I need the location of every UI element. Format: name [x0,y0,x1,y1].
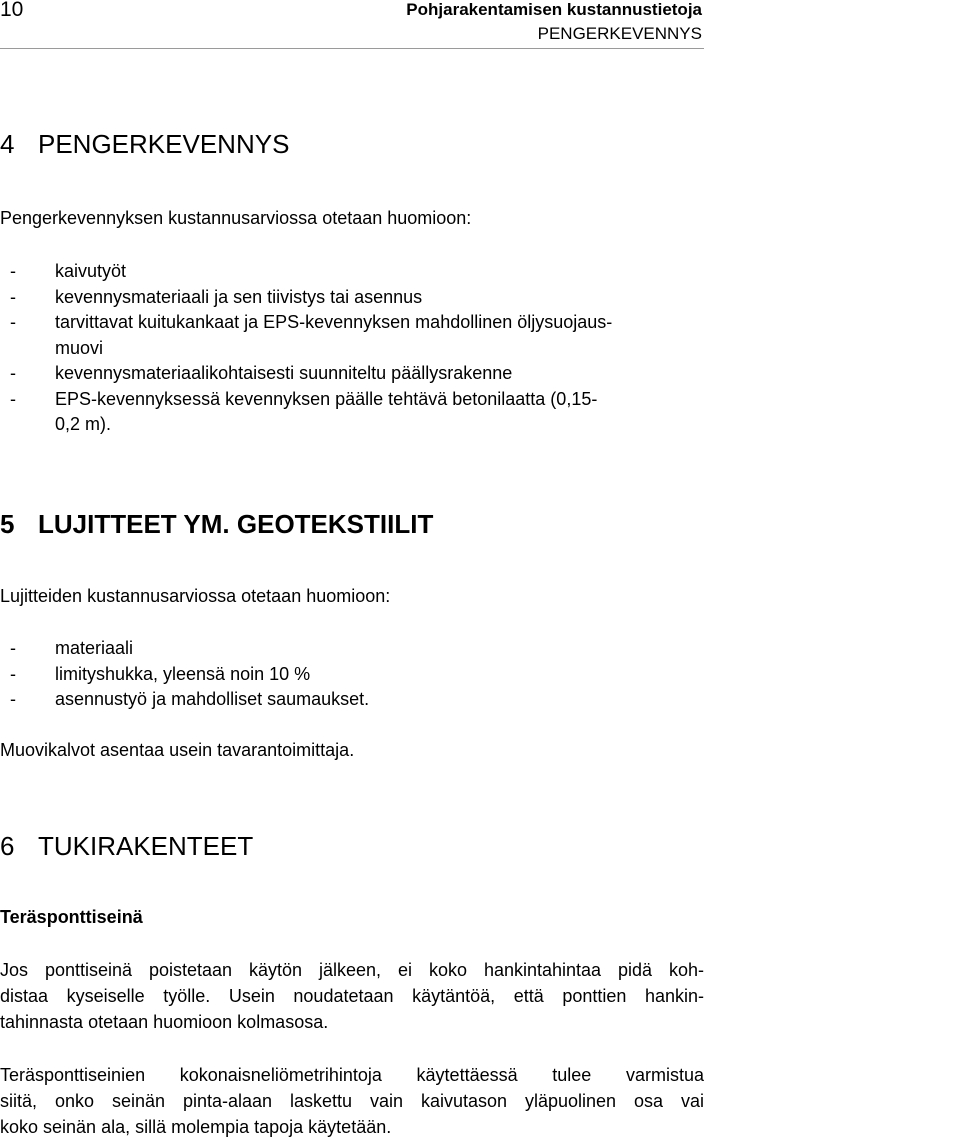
section-4-heading [0,129,289,159]
list-item-text-continued: muovi [55,337,104,358]
list-item [0,361,704,387]
list-item-text-continued: 0,2 m). [55,414,112,434]
section-4-number: 4 [0,129,15,159]
list-item [0,285,704,311]
list-dash: - [10,363,16,383]
section-6-number: 6 [0,831,15,861]
list-item-text: tarvittavat kuitukankaat ja EPS-kevennyksen mahdollinen öljysuojaus- [55,312,613,332]
section-5-note: Muovikalvot asentaa usein tavarantoimittaja. [0,740,355,760]
list-item [0,259,704,285]
running-header [406,0,702,46]
page-number: 10 [0,0,24,21]
list-item-text: EPS-kevennyksessä kevennyksen päälle tehtävä betonilaatta (0,15- [55,388,598,409]
section-6-paragraph-1 [0,957,704,1035]
paragraph-line-text: distaa kyseiselle työlle. Usein noudatetaan käytäntöä, että ponttien hankin- [0,986,704,1006]
list-item-text: materiaali [55,638,134,658]
list-dash: - [10,689,16,709]
list-dash: - [10,286,16,307]
list-item-text: asennustyö ja mahdolliset saumaukset. [55,689,370,709]
list-dash: - [10,261,16,281]
section-6-heading [0,831,253,861]
section-6-title: TUKIRAKENTEET [38,831,254,861]
list-item-text: limityshukka, yleensä noin 10 % [55,663,311,684]
section-4-title: PENGERKEVENNYS [38,129,290,159]
section-4-list [0,259,704,438]
paragraph-line-text: Teräsponttiseinien kokonaisneliömetrihintoja käytettäessä tulee varmistua [0,1065,704,1085]
list-dash: - [10,312,16,332]
paragraph-line-text: tahinnasta otetaan huomioon kolmasosa. [0,1012,329,1032]
paragraph-line [0,1114,704,1140]
running-header-title: Pohjarakentamisen kustannustietoja [406,0,702,19]
paragraph-line [0,1009,704,1035]
section-5-list [0,636,704,713]
list-dash: - [10,638,16,658]
paragraph-line [0,957,704,983]
paragraph-line [0,1062,704,1088]
list-item-text: kaivutyöt [55,261,127,281]
paragraph-line [0,983,704,1009]
paragraph-line-text: Jos ponttiseinä poistetaan käytön jälkeen, ei koko hankintahintaa pidä koh- [0,960,704,980]
list-item-text: kevennysmateriaalikohtaisesti suunniteltu päällysrakenne [55,363,513,383]
list-item [0,310,704,361]
list-dash: - [10,388,16,409]
list-item-text: kevennysmateriaali ja sen tiivistys tai asennus [55,286,423,307]
paragraph-line-text: siitä, onko seinän pinta-alaan laskettu vain kaivutason yläpuolinen osa vai [0,1091,704,1111]
section-6-subheading: Teräsponttiseinä [0,907,143,927]
paragraph-line [0,1088,704,1114]
section-5-intro: Lujitteiden kustannusarviossa otetaan huomioon: [0,586,391,606]
section-4-intro: Pengerkevennyksen kustannusarviossa otetaan huomioon: [0,208,472,228]
paragraph-line-text: koko seinän ala, sillä molempia tapoja käytetään. [0,1117,392,1137]
running-header-section: PENGERKEVENNYS [537,24,702,43]
list-dash: - [10,663,16,684]
section-5-heading [0,509,433,539]
list-item [0,687,704,713]
list-item [0,636,704,662]
section-5-title: LUJITTEET YM. GEOTEKSTIILIT [38,509,434,539]
list-item [0,387,704,438]
list-item [0,662,704,688]
section-5-number: 5 [0,509,15,539]
header-rule [0,48,704,49]
section-6-paragraph-2 [0,1062,704,1140]
